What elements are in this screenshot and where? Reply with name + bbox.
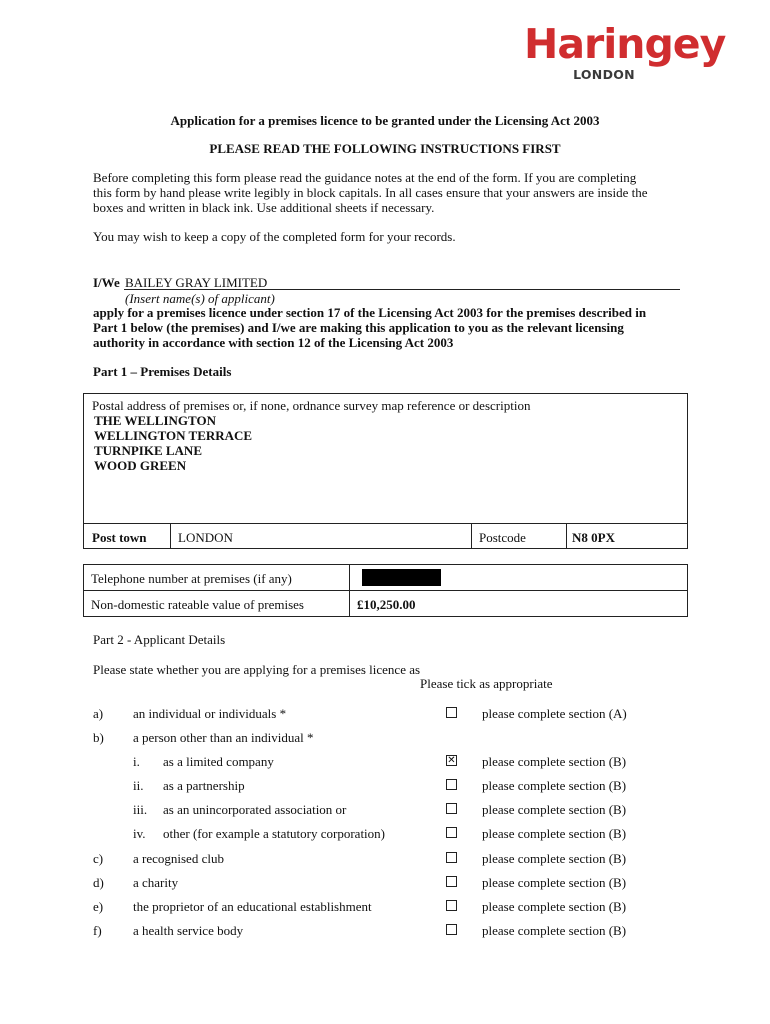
postcode-label: Postcode — [479, 530, 526, 545]
instructions-line-1: Before completing this form please read the guidance notes at the end of the form. If you are completing — [93, 170, 637, 185]
address-line-4[interactable]: WOOD GREEN — [94, 458, 187, 473]
telephone-label: Telephone number at premises (if any) — [91, 571, 292, 586]
option-marker: iii. — [133, 802, 148, 817]
form-title: Application for a premises licence to be granted under the Licensing Act 2003 — [170, 113, 600, 128]
option-marker: e) — [93, 899, 104, 914]
limited-company-checkbox[interactable]: ✕ — [447, 755, 456, 766]
option-note: please complete section (B) — [482, 899, 627, 914]
option-marker: f) — [93, 923, 102, 938]
postcode-value-divider — [566, 523, 567, 549]
individual-checkbox[interactable] — [446, 707, 457, 718]
statement-line-1: apply for a premises licence under section 17 of the Licensing Act 2003 for the premises described in — [93, 305, 647, 320]
rateable-value-field[interactable]: £10,250.00 — [357, 597, 416, 612]
instructions-heading: PLEASE READ THE FOLLOWING INSTRUCTIONS FIRST — [209, 141, 561, 156]
rateable-value-label: Non-domestic rateable value of premises — [91, 597, 304, 612]
address-label: Postal address of premises or, if none, ordnance survey map reference or description — [92, 398, 531, 413]
option-note: please complete section (B) — [482, 754, 627, 769]
telephone-redacted — [362, 569, 441, 586]
applicant-prefix: I/We — [93, 275, 120, 290]
option-note: please complete section (B) — [482, 778, 627, 793]
statement-line-2: Part 1 below (the premises) and I/we are making this application to you as the relevant licensing — [93, 320, 624, 335]
option-label: a charity — [133, 875, 179, 890]
option-label: as a limited company — [163, 754, 274, 769]
option-label: the proprietor of an educational establishment — [133, 899, 372, 914]
option-note: please complete section (A) — [482, 706, 627, 721]
partnership-checkbox[interactable] — [446, 779, 457, 790]
instructions-line-2: this form by hand please write legibly in block capitals. In all cases ensure that your answers are inside the — [93, 185, 648, 200]
part2-prompt: Please state whether you are applying for a premises licence as — [93, 662, 421, 677]
address-line-3[interactable]: TURNPIKE LANE — [94, 443, 202, 458]
option-marker: a) — [93, 706, 104, 721]
option-note: please complete section (B) — [482, 851, 627, 866]
part1-heading: Part 1 – Premises Details — [93, 364, 232, 379]
option-marker: ii. — [133, 778, 144, 793]
option-label: an individual or individuals * — [133, 706, 287, 721]
post-town-label: Post town — [92, 530, 147, 545]
option-label: a person other than an individual * — [133, 730, 314, 745]
option-label: a health service body — [133, 923, 244, 938]
applicant-name-hint: (Insert name(s) of applicant) — [125, 291, 275, 306]
option-label: as an unincorporated association or — [163, 802, 347, 817]
haringey-logo — [524, 20, 726, 86]
logo-subtext: LONDON — [573, 67, 635, 82]
option-marker: d) — [93, 875, 104, 890]
unincorporated-association-checkbox[interactable] — [446, 803, 457, 814]
other-statutory-checkbox[interactable] — [446, 827, 457, 838]
premises-info-row-divider — [83, 590, 688, 591]
part2-heading: Part 2 - Applicant Details — [93, 632, 226, 647]
applicant-name-underline — [124, 289, 680, 290]
postcode-field[interactable]: N8 0PX — [572, 530, 615, 545]
option-label: other (for example a statutory corporation) — [163, 826, 385, 841]
option-marker: b) — [93, 730, 104, 745]
educational-establishment-checkbox[interactable] — [446, 900, 457, 911]
address-line-1[interactable]: THE WELLINGTON — [94, 413, 216, 428]
postcode-label-divider — [471, 523, 472, 549]
copy-note: You may wish to keep a copy of the completed form for your records. — [93, 229, 456, 244]
option-note: please complete section (B) — [482, 875, 627, 890]
option-marker: iv. — [133, 826, 146, 841]
option-note: please complete section (B) — [482, 826, 627, 841]
address-line-2[interactable]: WELLINGTON TERRACE — [94, 428, 253, 443]
premises-info-col-divider — [349, 564, 350, 617]
option-marker: c) — [93, 851, 104, 866]
recognised-club-checkbox[interactable] — [446, 852, 457, 863]
tick-hint: Please tick as appropriate — [420, 676, 553, 691]
option-label: a recognised club — [133, 851, 224, 866]
logo-wordmark: Haringey — [524, 20, 726, 68]
applicant-name-field[interactable]: BAILEY GRAY LIMITED — [125, 275, 268, 290]
charity-checkbox[interactable] — [446, 876, 457, 887]
option-label: as a partnership — [163, 778, 245, 793]
option-note: please complete section (B) — [482, 802, 627, 817]
post-town-field[interactable]: LONDON — [178, 530, 233, 545]
instructions-line-3: boxes and written in black ink. Use additional sheets if necessary. — [93, 200, 435, 215]
option-note: please complete section (B) — [482, 923, 627, 938]
post-town-divider — [170, 523, 171, 549]
option-marker: i. — [133, 754, 140, 769]
health-service-body-checkbox[interactable] — [446, 924, 457, 935]
statement-line-3: authority in accordance with section 12 of the Licensing Act 2003 — [93, 335, 454, 350]
post-town-row-divider — [83, 523, 688, 524]
